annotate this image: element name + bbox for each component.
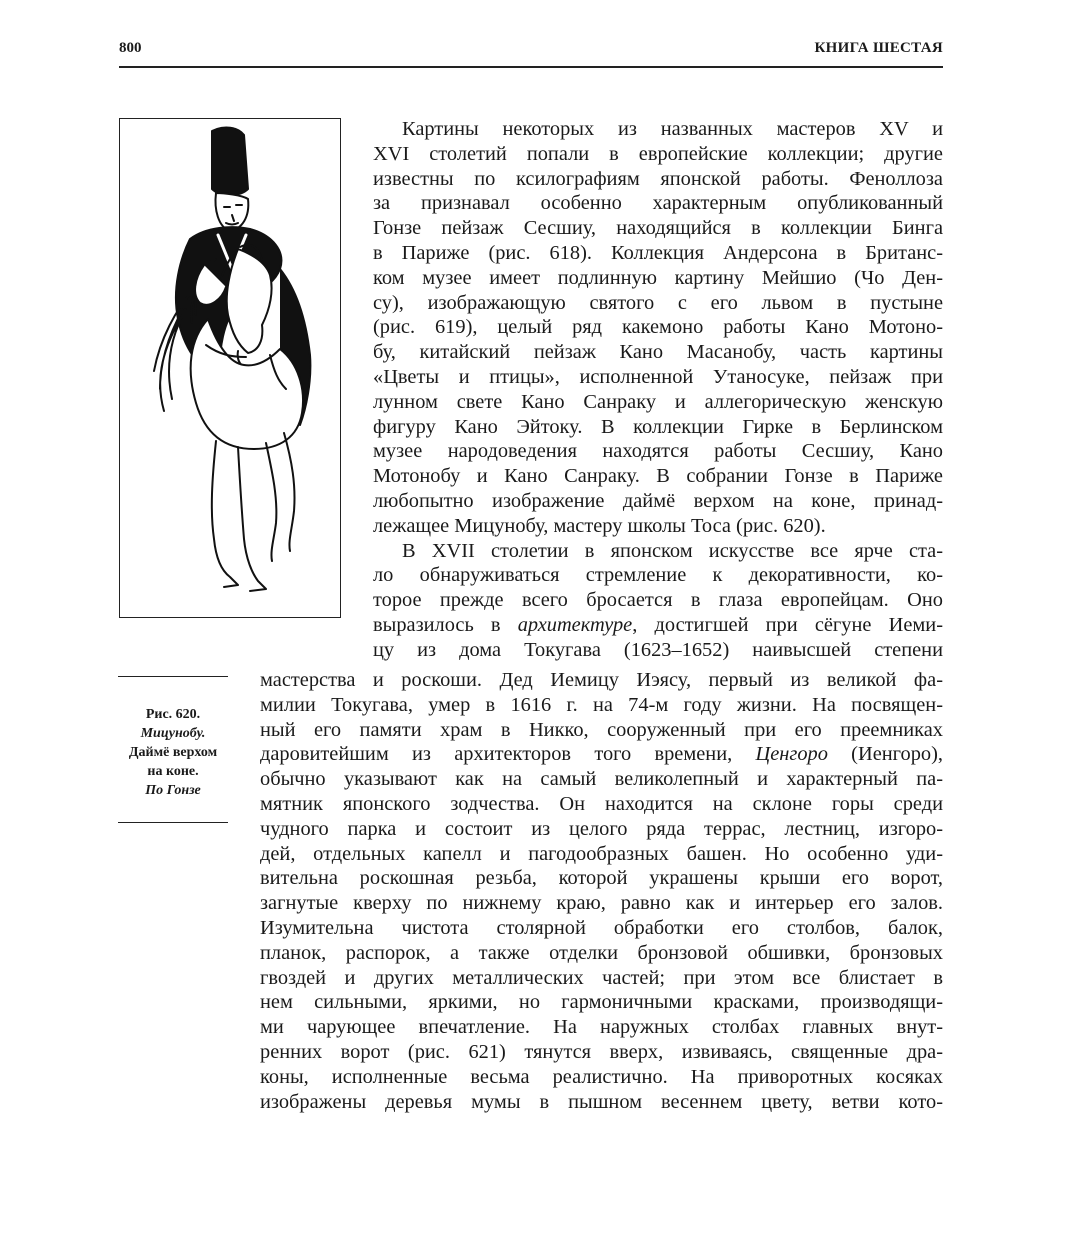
text-line: лунном свете Кано Санраку и аллегорическую женскую	[373, 390, 943, 413]
running-head	[119, 40, 943, 62]
text-line: «Цветы и птицы», исполненной Утаносуке, пейзаж при	[373, 365, 943, 388]
caption-top-rule	[118, 676, 228, 677]
text-fragment: , достигшей при сёгуне Иеми-	[632, 613, 943, 636]
emphasis-architect-name: Ценгоро	[755, 743, 828, 766]
figure-frame	[119, 118, 341, 618]
caption-number: Рис. 620.	[145, 707, 201, 722]
text-fragment: выразилось в	[373, 613, 518, 636]
header-rule	[119, 66, 943, 68]
body-text-wide	[260, 668, 943, 1114]
caption-title-line1: Даймё верхом	[128, 745, 218, 760]
text-line-with-emphasis	[260, 742, 943, 767]
text-line: Картины некоторых из названных мастеров XV и	[402, 118, 943, 140]
text-line: ло обнаруживаться стремление к декоративности, ко-	[373, 564, 943, 587]
body-text-narrow	[373, 117, 943, 663]
caption-bottom-rule	[118, 822, 228, 823]
text-line: Гонзе пейзаж Сесшиу, находящийся в коллекции Бинга	[373, 217, 943, 240]
text-line: изображены деревья мумы в пышном весеннем цвету, ветви кото-	[260, 1090, 943, 1113]
text-line: (рис. 619), целый ряд какемоно работы Кано Мотоно-	[373, 316, 943, 339]
text-line: фигуру Кано Эйтоку. В коллекции Гирке в Берлинском	[373, 415, 943, 438]
text-line: лежащее Мицунобу, мастеру школы Тоса (рис. 620).	[373, 514, 826, 537]
text-fragment: даровитейшим из архитекторов того времени,	[260, 743, 756, 766]
text-line: цу из дома Токугава (1623–1652) наивысшей степени	[373, 638, 943, 661]
text-line-with-emphasis	[373, 613, 943, 638]
caption-source: По Гонзе	[145, 783, 201, 798]
running-title: КНИГА ШЕСТАЯ	[814, 40, 943, 56]
text-line: су), изображающую святого с его львом в пустыне	[373, 291, 943, 314]
text-line: ком музее имеет подлинную картину Мейшио (Чо Ден-	[373, 266, 943, 289]
text-line: Мотонобу и Кано Санраку. В собрании Гонзе в Париже	[373, 465, 943, 488]
text-line: любопытно изображение даймё верхом на коне, принад-	[373, 489, 943, 512]
figure-caption	[112, 705, 234, 800]
text-line: известны по ксилографиям японской работы. Феноллоза	[373, 167, 943, 190]
text-line: планок, распорок, а также отделки бронзовой обшивки, бронзовых	[260, 941, 943, 964]
text-line: В XVII столетии в японском искусстве все ярче ста-	[402, 539, 943, 562]
text-line: музее народоведения находятся работы Сесшиу, Кано	[373, 440, 943, 463]
text-line: в Париже (рис. 618). Коллекция Андерсона в Британс-	[373, 241, 943, 264]
text-line: Изумительна чистота столярной обработки его столбов, балок,	[260, 916, 943, 939]
text-line: мастерства и роскоши. Дед Иемицу Иэясу, первый из великой фа-	[260, 669, 943, 691]
text-fragment: (Иенгоро),	[827, 743, 943, 766]
caption-author: Мицунобу.	[140, 726, 206, 741]
text-line: чудного парка и состоит из целого ряда террас, лестниц, изгоро-	[260, 817, 943, 840]
text-line: обычно указывают как на самый великолепный и характерный па-	[260, 768, 943, 791]
text-line: бу, китайский пейзаж Кано Масанобу, часть картины	[373, 341, 943, 364]
caption-title-line2: на коне.	[147, 764, 199, 779]
text-line: мятник японского зодчества. Он находится на склоне горы среди	[260, 792, 943, 815]
text-line: гвоздей и других металлических частей; при этом все блистает в	[260, 966, 943, 989]
text-line: загнутые кверху по нижнему краю, равно как и интерьер его залов.	[260, 892, 943, 915]
text-line: нем сильными, яркими, но гармоничными красками, производящи-	[260, 991, 943, 1014]
text-line: коны, исполненные весьма реалистично. На приворотных косяках	[260, 1065, 943, 1088]
text-line: дей, отдельных капелл и пагодообразных башен. Но особенно уди-	[260, 842, 943, 865]
text-line: вительна роскошная резьба, которой украшены крыши его ворот,	[260, 867, 943, 890]
daimyo-on-horse-illustration	[120, 119, 340, 617]
text-line: ренних ворот (рис. 621) тянутся вверх, извиваясь, священные дра-	[260, 1040, 943, 1063]
emphasis-architecture: архитектуре	[517, 613, 633, 636]
page-number: 800	[119, 40, 142, 56]
text-line: XVI столетий попали в европейские коллекции; другие	[373, 142, 943, 165]
text-line: ный его памяти храм в Никко, сооруженный при его преемниках	[260, 718, 943, 741]
text-line: ми чарующее впечатление. На наружных столбах главных внут-	[260, 1016, 943, 1039]
text-line: торое прежде всего бросается в глаза европейцам. Оно	[373, 589, 943, 612]
text-line: за признавал особенно характерным опубликованный	[373, 192, 943, 215]
text-line: милии Токугава, умер в 1616 г. на 74-м году жизни. На посвящен-	[260, 693, 943, 716]
